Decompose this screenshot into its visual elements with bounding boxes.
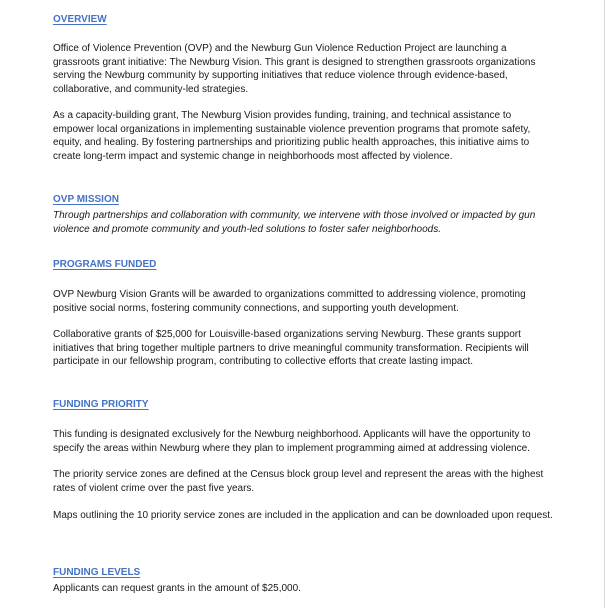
overview-paragraph-2: As a capacity-building grant, The Newburg Vision provides funding, training, and technical assistance to empower local organizations in implementing sustainable violence prevention programs that promote safety, equity, and healing. By fostering partnerships and prioritizing public health approaches, this initiative aims to create long-term impact and systemic change in neighborhoods most affected by violence. <box>53 110 531 162</box>
mission-statement: Through partnerships and collaboration with community, we intervene with those involved or impacted by gun violence and promote community and youth-led solutions to foster safer neighborhoods. <box>53 210 536 235</box>
overview-paragraph-1: Office of Violence Prevention (OVP) and the Newburg Gun Violence Reduction Project are launching a grassroots grant initiative: The Newburg Vision. This grant is designed to strengthen grassroots organizations serving the Newburg community by supporting initiatives that reduce violence through evidence-based, collaborative, and community-led strategies. <box>53 43 536 95</box>
programs-heading: PROGRAMS FUNDED <box>53 259 157 270</box>
priority-paragraph-3: Maps outlining the 10 priority service zones are included in the application and can be downloaded upon request. <box>53 510 553 521</box>
overview-heading: OVERVIEW <box>53 14 107 25</box>
priority-paragraph-1: This funding is designated exclusively for the Newburg neighborhood. Applicants will have the opportunity to specify the areas within Newburg where they plan to implement programming aimed at addressing violence. <box>53 429 531 454</box>
levels-heading: FUNDING LEVELS <box>53 567 141 578</box>
mission-heading: OVP MISSION <box>53 194 119 205</box>
programs-paragraph-1: OVP Newburg Vision Grants will be awarded to organizations committed to addressing violence, promoting positive social norms, fostering community connections, and supporting youth development. <box>53 289 526 314</box>
programs-paragraph-2: Collaborative grants of $25,000 for Louisville-based organizations serving Newburg. These grants support initiatives that bring together multiple partners to drive meaningful community transformation. Recipients will participate in our fellowship program, contributing to collective efforts that create lasting impact. <box>53 329 529 367</box>
priority-paragraph-2: The priority service zones are defined at the Census block group level and represent the areas with the highest rates of violent crime over the past five years. <box>53 469 544 494</box>
levels-paragraph-1: Applicants can request grants in the amount of $25,000. <box>53 583 301 594</box>
priority-heading: FUNDING PRIORITY <box>53 399 149 410</box>
